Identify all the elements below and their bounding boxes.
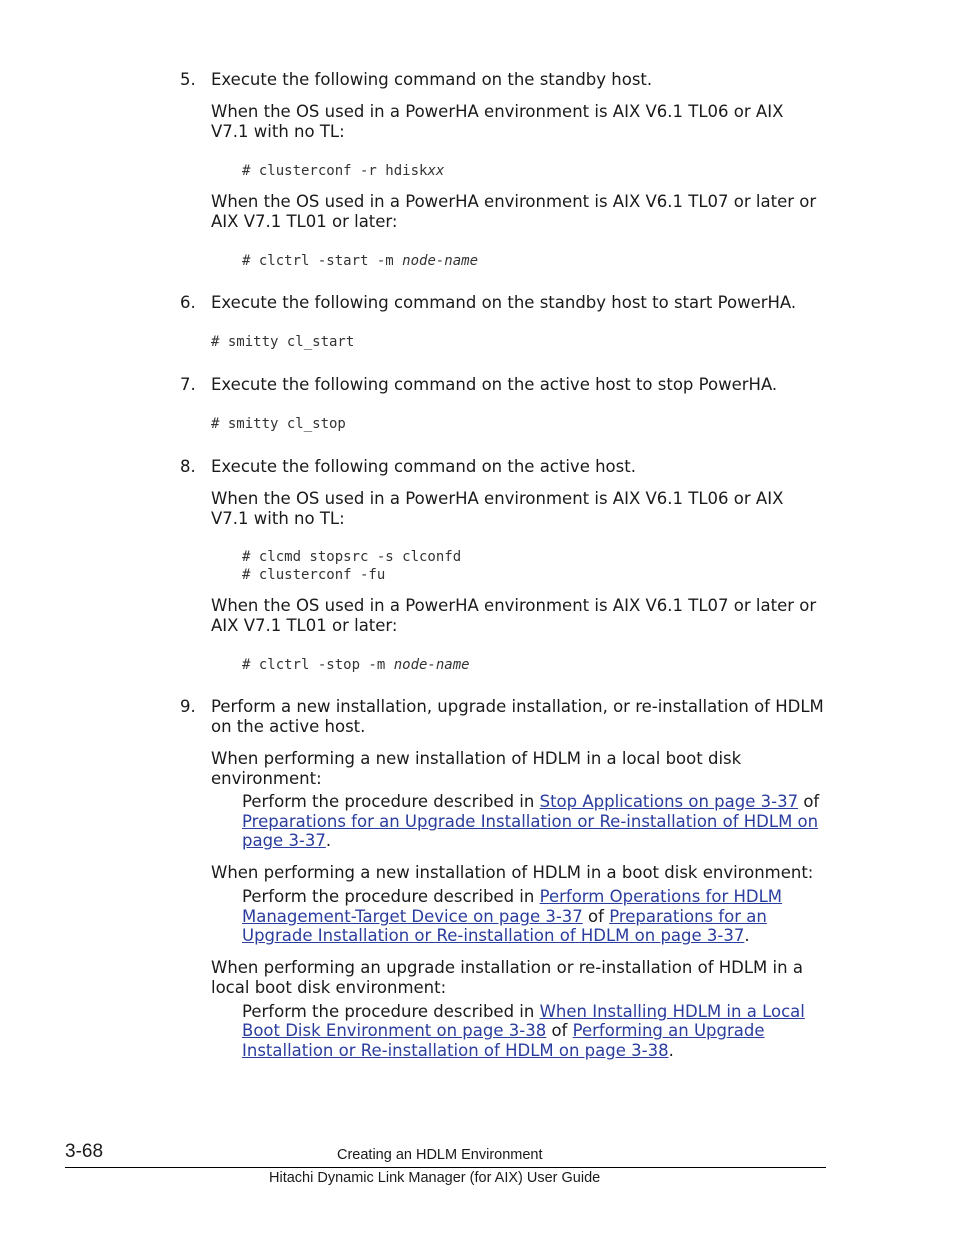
- step-7-command: # smitty cl_stop: [211, 416, 346, 432]
- case-a-body-line-3: [242, 831, 331, 851]
- body-text: of: [546, 1021, 573, 1040]
- step-8-command-1a: # clcmd stopsrc -s clconfd: [242, 549, 462, 565]
- link-perform-operations[interactable]: Perform Operations for HDLM: [539, 887, 783, 906]
- case-c-heading-line-2: local boot disk environment:: [211, 978, 447, 997]
- body-text: .: [744, 926, 750, 945]
- step-5-command-2: [242, 252, 478, 270]
- footer-chapter-title: Creating an HDLM Environment: [337, 1147, 543, 1163]
- step-8-condition-1-line-2: V7.1 with no TL:: [211, 509, 345, 528]
- step-5-condition-2-line-1: When the OS used in a PowerHA environment is AIX V6.1 TL07 or later or: [211, 192, 817, 211]
- page-number: 3-68: [65, 1141, 104, 1162]
- link-installation-or-reinstallation[interactable]: Installation or Re-installation of HDLM on page 3-38: [242, 1041, 669, 1060]
- case-b-body-line-2: [242, 907, 767, 927]
- link-stop-applications[interactable]: Stop Applications on page 3-37: [539, 792, 799, 811]
- step-5-command-1: [242, 162, 444, 180]
- link-preparations-upgrade[interactable]: Preparations for an Upgrade Installation or Re-installation of HDLM on: [242, 812, 819, 831]
- step-8-text: Execute the following command on the active host.: [211, 457, 636, 476]
- case-b-heading: When performing a new installation of HDLM in a boot disk environment:: [211, 863, 814, 882]
- case-c-body-line-1: [242, 1002, 805, 1022]
- step-7-number: 7.: [180, 375, 196, 394]
- step-5-condition-1-line-2: V7.1 with no TL:: [211, 122, 345, 141]
- step-5-condition-2-line-2: AIX V7.1 TL01 or later:: [211, 212, 398, 231]
- step-8-number: 8.: [180, 457, 196, 476]
- case-c-body-line-3: [242, 1041, 674, 1061]
- case-a-body-line-1: [242, 792, 819, 812]
- case-a-body-line-2: [242, 812, 818, 832]
- step-5-text: Execute the following command on the standby host.: [211, 70, 653, 89]
- step-5-condition-1-line-1: When the OS used in a PowerHA environment is AIX V6.1 TL06 or AIX: [211, 102, 784, 121]
- step-5-number: 5.: [180, 70, 196, 89]
- step-8-command-1b: # clusterconf -fu: [242, 567, 386, 583]
- command-variable: node-name: [402, 253, 479, 269]
- step-6-text: Execute the following command on the standby host to start PowerHA.: [211, 293, 797, 312]
- link-preparations-for-an[interactable]: Preparations for an: [609, 907, 767, 926]
- step-9-text-line-1: Perform a new installation, upgrade installation, or re-installation of HDLM: [211, 697, 824, 716]
- body-text: .: [325, 831, 332, 850]
- footer-book-title: Hitachi Dynamic Link Manager (for AIX) User Guide: [269, 1170, 601, 1186]
- case-b-body-line-1: [242, 887, 782, 907]
- step-7-text: Execute the following command on the active host to stop PowerHA.: [211, 375, 778, 394]
- command-variable: node-name: [393, 657, 470, 673]
- link-management-target-device[interactable]: Management-Target Device on page 3-37: [242, 907, 583, 926]
- footer-rule: [65, 1167, 826, 1168]
- command-text: # clctrl -stop -m: [242, 657, 394, 673]
- link-boot-disk-environment[interactable]: Boot Disk Environment on page 3-38: [242, 1021, 547, 1040]
- body-text: of: [582, 907, 610, 926]
- command-text: # clusterconf -r hdisk: [242, 163, 428, 179]
- step-8-command-2: [242, 656, 470, 674]
- case-a-heading-line-1: When performing a new installation of HDLM in a local boot disk: [211, 749, 742, 768]
- case-a-heading-line-2: environment:: [211, 769, 322, 788]
- case-c-heading-line-1: When performing an upgrade installation or re-installation of HDLM in a: [211, 958, 803, 977]
- case-c-body-line-2: [242, 1021, 765, 1041]
- link-performing-an-upgrade[interactable]: Performing an Upgrade: [572, 1021, 765, 1040]
- step-9-text-line-2: on the active host.: [211, 717, 366, 736]
- step-8-condition-1-line-1: When the OS used in a PowerHA environment is AIX V6.1 TL06 or AIX: [211, 489, 784, 508]
- body-text: Perform the procedure described in: [242, 887, 540, 906]
- body-text: Perform the procedure described in: [242, 792, 540, 811]
- link-upgrade-installation[interactable]: Upgrade Installation or Re-installation of HDLM on page 3-37: [242, 926, 745, 945]
- body-text: .: [668, 1041, 674, 1060]
- link-preparations-upgrade-page[interactable]: page 3-37: [242, 831, 326, 850]
- command-variable: xx: [427, 163, 445, 179]
- case-b-body-line-3: [242, 926, 750, 946]
- link-when-installing-hdlm[interactable]: When Installing HDLM in a Local: [539, 1002, 805, 1021]
- step-8-condition-2-line-1: When the OS used in a PowerHA environment is AIX V6.1 TL07 or later or: [211, 596, 817, 615]
- step-6-number: 6.: [180, 293, 196, 312]
- body-text: of: [798, 792, 820, 811]
- body-text: Perform the procedure described in: [242, 1002, 540, 1021]
- command-text: # clctrl -start -m: [242, 253, 403, 269]
- step-6-command: # smitty cl_start: [211, 334, 355, 350]
- step-8-condition-2-line-2: AIX V7.1 TL01 or later:: [211, 616, 398, 635]
- step-9-number: 9.: [180, 697, 196, 716]
